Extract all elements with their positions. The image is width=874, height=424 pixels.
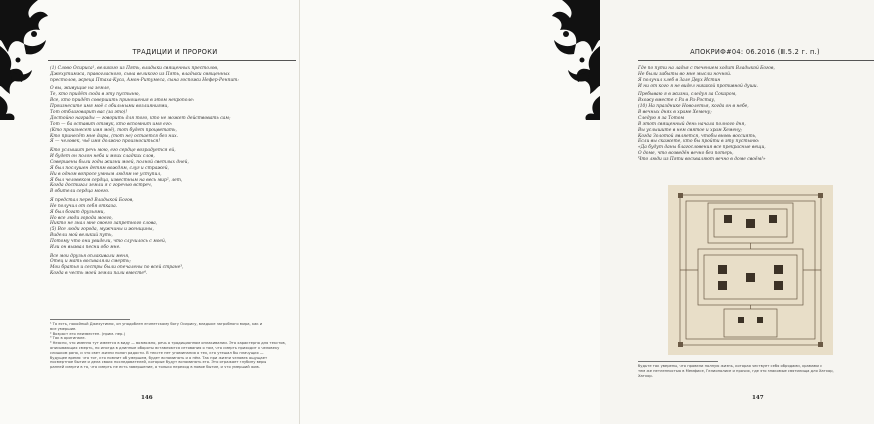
text-line: Все, кто придёт совершить приношения в этом некрополе:: [50, 98, 195, 104]
text-line: И ни от кого я не видел никакой противной души.: [638, 83, 758, 89]
footnote-line: посмертное бытие и дела своих последователей, которые будут вспоминать его. Это отражает глубину веры: [50, 360, 267, 365]
text-line: Тот отблаговарит вас (за это)!: [50, 109, 128, 115]
text-line: Вы услышите в нем святое и храм Хемену;: [638, 127, 742, 133]
floral-ornament-icon: [540, 0, 600, 120]
header-rule: [48, 60, 296, 61]
text-line: Никто не знал мне своего запретного слова,: [50, 221, 158, 227]
text-line: Совершены были годы жизни моей, полной светлых дней,: [50, 159, 189, 165]
text-line: Я — человек, чьё имя должно произноситься!: [50, 139, 161, 145]
footnote-line: будьте так уверены, что провели полную жизнь, которая чествует себя обрядами, храмами с: [638, 364, 823, 368]
footnote-line: ² Возраст его неизвестен. (прим. пер.): [50, 331, 126, 336]
footnote-line: ⁴ Неясно, что именно тут имеется в виду — возможно, речь о традиционном оплакивании. Это характерно для текстов,: [50, 341, 286, 346]
page-number: 146: [141, 395, 153, 401]
text-line: Я получил хлеб в Зале Двух Истин: [638, 77, 721, 83]
running-header: АПОКРИФ#04: 06.2016 (Ⅲ.5.2 г. п.): [690, 48, 820, 56]
footnote-line: все умершие.: [50, 326, 77, 331]
header-rule: [638, 60, 874, 61]
footnote-line: ¹ То есть, покойный Джехутимэс, он уподоблен египетскому богу Осирису, владыке загробного мира, как и: [50, 322, 263, 326]
text-line: Кто принесёт мне дары, (тот не) остается без них.: [50, 133, 179, 139]
footnote-rule: [638, 361, 718, 362]
text-line: Но все люди города моего,: [50, 215, 113, 221]
text-line: Когда достигал земли я с горечью встреч,: [50, 183, 153, 189]
footnote-line: слишком рано, и что свет жизни полон радости. В тексте нет упоминания о тех, кто утешал бы плачущих —: [50, 350, 264, 355]
text-line: (1) Слово Осириса¹, великого из Пять, владыки священных престолов,: [50, 66, 219, 71]
text-line: Когда Золотой является, чтобы вновь воссиять,: [638, 133, 757, 139]
text-line: «Да будут даны благословения все прекрасные вещи,: [638, 145, 766, 151]
right-page: [300, 0, 834, 424]
footnote-line: описывающих смерть, но иногда в длинные обороты вставляются сетования о том, что смерть приходит к человеку: [50, 345, 280, 350]
footnotes: [638, 364, 874, 378]
text-line: Я был послушен детям вождям, слуг и стражей,: [50, 165, 170, 171]
body-text: [638, 66, 874, 163]
text-line: Где по пути на ладья с течением ходит Владыкой Богов,: [638, 66, 775, 71]
text-line: Потому что они увидели, что случилось с моей,: [50, 239, 167, 245]
text-line: Я предстал перед Владыкой Богов,: [50, 197, 134, 203]
footnote-line: будущее время: что тот, кто помнит об умершем, будет вспоминать и о нём. Так при жизни человек ощущает: [50, 355, 268, 360]
temple-plan-figure: [668, 185, 833, 355]
text-line: Все мои друзья оплакивали меня,: [50, 253, 130, 259]
text-line: Достойно награды — говорить для того, кто не может действовать сам;: [50, 115, 231, 121]
text-line: Или он вызвал песни обо мне.: [50, 245, 121, 251]
footnote-line: Хатхор.: [638, 373, 653, 378]
text-line: Вхожу вместе с Ра в Ра-Ростау,: [638, 98, 716, 104]
text-line: (10) На празднике Новолетья, когда он в небе,: [638, 104, 749, 110]
text-line: Я был человеком сердца, известным на весь мир², лет,: [50, 177, 183, 183]
text-line: Не были забыты во мне мысли ночной.: [638, 71, 732, 77]
left-page: [0, 0, 300, 424]
text-line: Произнесите имя моё с обильными возлияниями,: [50, 104, 169, 110]
text-line: Отец и мать восхваляли смерть;: [50, 259, 131, 265]
text-line: О доме, что возведён вечно без потерь,: [638, 151, 734, 157]
text-line: И будет он полон неба и моих сладких слов,: [50, 153, 155, 159]
text-line: престолов, жреца Птаха-Куса, Амон-Ритумеса, сына госпожи Нефер-Ренпит:: [50, 77, 239, 83]
text-line: Джехутимэса, правогласного, сына великого из Пять, владыки священных: [50, 71, 230, 77]
running-header: ТРАДИЦИИ И ПРОРОКИ: [132, 48, 218, 56]
body-text: [50, 66, 296, 277]
text-line: (5) Все люди города, мужчины и женщины,: [50, 227, 154, 233]
text-line: (Кто произнесет имя моё), тот будет процветать,: [50, 127, 177, 133]
text-line: О вы, живущие на земле,: [50, 86, 111, 92]
text-line: Если вы скажете, кто бы пройти в эту пустыню:: [638, 139, 760, 145]
text-line: Следую я за Тотом: [638, 115, 685, 121]
footnote-line: ³ Так в оригинале.: [50, 336, 86, 341]
text-line: Ни в одном вопросе умным людям не уступил,: [50, 171, 162, 177]
footnotes: [50, 322, 296, 370]
text-line: Тот — ба оставит отзвук, кто вспомнит имя его:: [50, 121, 173, 127]
text-line: Те, кто придёт сюда в эту пустыню,: [50, 92, 140, 98]
text-line: Пребываю я в жизни, следуя за Сокаром,: [638, 92, 737, 98]
footnote-line: ранней смерти в то, что смерть не есть завершение, а только переход в новое бытие, и что умерший жив.: [50, 365, 260, 370]
text-line: В этот священный день начала полного дня,: [638, 121, 746, 127]
text-line: Видели мой великий путь,: [50, 233, 113, 239]
text-line: Что люди из Пяти восхваляют вечно в доме своём!»: [638, 157, 766, 163]
text-line: В вечных днях в храме Хемену;: [638, 109, 712, 115]
page-number: 147: [752, 395, 764, 401]
text-line: В обители сердца моего.: [50, 189, 110, 195]
text-line: Кто услышит речь мою, его сердце возрадуется ей,: [50, 147, 176, 153]
text-line: Не получил от себя отказа.: [50, 203, 118, 209]
text-line: Мои братья и сестры были опечалены по всей стране³,: [50, 265, 184, 271]
footnote-line: тем же нетленностью в Мемфисе, Гелиополисе и прочих, где это знакомые святилища для Хатхор,: [638, 368, 834, 373]
text-line: Я был богат друзьями,: [50, 209, 105, 215]
footnote-rule: [50, 319, 130, 320]
text-line: Когда в честь моей земли пали вместе⁴.: [50, 271, 148, 277]
